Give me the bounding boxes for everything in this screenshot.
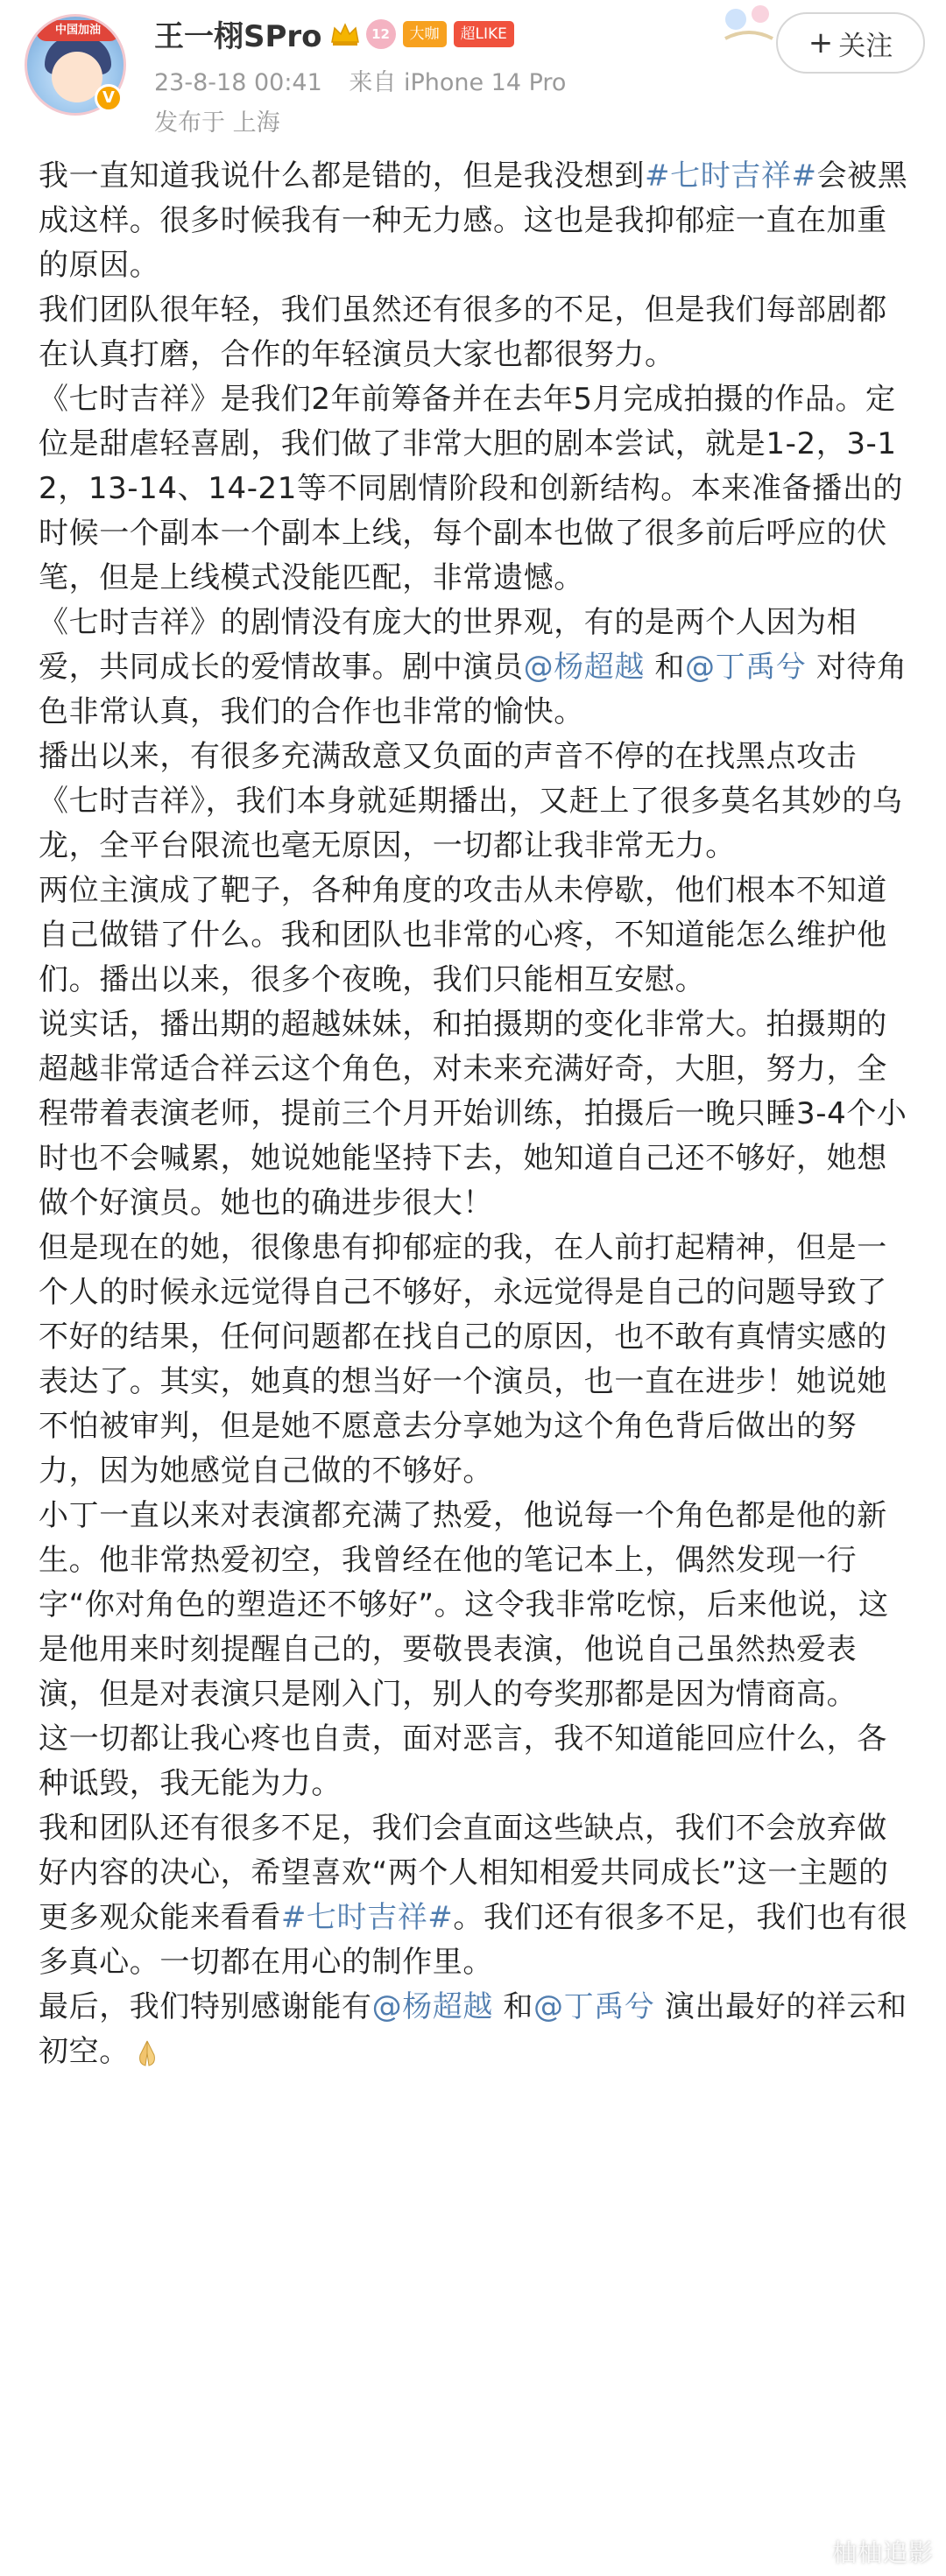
post-paragraph — [39, 1003, 914, 1226]
post-paragraph — [39, 1985, 914, 2074]
hashtag-link[interactable]: #七时吉祥# — [280, 1900, 454, 1935]
mention-link[interactable]: @杨超越 — [523, 650, 646, 685]
username[interactable]: 王一栩SPro — [154, 19, 322, 54]
paragraph-text: 两位主演成了靶子，各种角度的攻击从未停歇，他们根本不知道自己做错了什么。我和团队也非常的心疼，不知道能怎么维护他们。播出以来，很多个夜晚，我们只能相互安慰。 — [39, 873, 887, 997]
post-paragraph — [39, 288, 914, 377]
paragraph-text: 。我们还有很多不足，我们也有很多真心。一切都在用心的制作里。 — [39, 1900, 908, 1980]
paragraph-text: 小丁一直以来对表演都充满了热爱，他说每一个角色都是他的新生。他非常热爱初空，我曾经在他的笔记本上，偶然发现一行字“你对角色的塑造还不够好”。这令我非常吃惊，后来他说，这是他用来时刻提醒自己的，要敬畏表演，他说自己虽然热爱表演，但是对表演只是刚入门，别人的夸奖那都是因为情商高。 — [39, 1498, 889, 1712]
paragraph-text: 我一直知道我说什么都是错的，但是我没想到 — [39, 158, 645, 194]
decorative-sticker-icon — [718, 0, 780, 49]
post-paragraph — [39, 377, 914, 601]
vip-tag: 大咖 — [403, 21, 447, 47]
post-time: 23-8-18 00:41 — [154, 69, 322, 96]
pray-hands-icon — [130, 2038, 165, 2069]
paragraph-text: 说实话，播出期的超越妹妹，和拍摄期的变化非常大。拍摄期的超越非常适合祥云这个角色，对未来充满好奇，大胆，努力，全程带着表演老师，提前三个月开始训练，拍摄后一晚只睡3-4个小时也不会喊累，她说她能坚持下去，她知道自己还不够好，她想做个好演员。她也的确进步很大！ — [39, 1007, 907, 1221]
paragraph-text: 播出以来，有很多充满敌意又负面的声音不停的在找黑点攻击《七时吉祥》，我们本身就延期播出，又赶上了很多莫名其妙的乌龙，全平台限流也毫无原因，一切都让我非常无力。 — [39, 739, 903, 863]
post-paragraph — [39, 1226, 914, 1494]
mention-link[interactable]: @杨超越 — [371, 1989, 494, 2024]
level-badge: 12 — [366, 19, 396, 49]
post-paragraph — [39, 1494, 914, 1717]
verified-badge-icon: V — [95, 84, 123, 112]
avatar-banner: 中国加油 — [36, 20, 120, 41]
paragraph-text: 会被黑成这样。很多时候我有一种无力感。这也是我抑郁症一直在加重的原因。 — [39, 158, 908, 283]
paragraph-text: 最后，我们特别感谢能有 — [39, 1989, 372, 2024]
super-like-tag: 超LIKE — [454, 21, 514, 47]
paragraph-text: 和 — [493, 1989, 534, 2024]
post-paragraph — [39, 1806, 914, 1985]
post-paragraph — [39, 154, 914, 288]
paragraph-text: 我们团队很年轻，我们虽然还有很多的不足，但是我们每部剧都在认真打磨，合作的年轻演员大家也都很努力。 — [39, 292, 887, 372]
mention-link[interactable]: @丁禹兮 — [533, 1989, 655, 2024]
post-body — [39, 154, 914, 2074]
paragraph-text: 这一切都让我心疼也自责，面对恶言，我不知道能回应什么，各种诋毁，我无能为力。 — [39, 1721, 887, 1801]
post-source: 来自 iPhone 14 Pro — [349, 69, 567, 96]
paragraph-text: 对待角色非常认真，我们的合作也非常的愉快。 — [39, 650, 907, 729]
mention-link[interactable]: @丁禹兮 — [685, 650, 807, 685]
paragraph-text: 《七时吉祥》的剧情没有庞大的世界观，有的是两个人因为相爱，共同成长的爱情故事。剧中演员 — [39, 605, 858, 685]
name-row — [154, 12, 514, 55]
post-paragraph — [39, 869, 914, 1003]
post-paragraph — [39, 1717, 914, 1806]
paragraph-text: 但是现在的她，很像患有抑郁症的我，在人前打起精神，但是一个人的时候永远觉得自己不够好，永远觉得是自己的问题导致了不好的结果，任何问题都在找自己的原因，也不敢有真情实感的表达了。其实，她真的想当好一个演员，也一直在进步！她说她不怕被审判，但是她不愿意去分享她为这个角色背后做出的努力，因为她感觉自己做的不够好。 — [39, 1230, 887, 1489]
paragraph-text: 《七时吉祥》是我们2年前筹备并在去年5月完成拍摄的作品。定位是甜虐轻喜剧，我们做了非常大胆的剧本尝试，就是1-2，3-12，13-14、14-21等不同剧情阶段和创新结构。本来准备播出的时候一个副本一个副本上线，每个副本也做了很多前后呼应的伏笔，但是上线模式没能匹配，非常遗憾。 — [39, 382, 904, 595]
hashtag-link[interactable]: #七时吉祥# — [645, 158, 817, 194]
watermark: 柚柚追影 — [831, 2538, 934, 2567]
follow-button[interactable] — [776, 12, 925, 74]
paragraph-text: 和 — [645, 650, 686, 685]
plus-icon: + — [808, 25, 834, 60]
paragraph-text: 演出最好的祥云和初空。 — [39, 1989, 907, 2069]
crown-icon — [329, 21, 361, 47]
follow-label: 关注 — [838, 30, 893, 62]
paragraph-text: 我和团队还有很多不足，我们会直面这些缺点，我们不会放弃做好内容的决心，希望喜欢“两个人相知相爱共同成长”这一主题的更多观众能来看看 — [39, 1811, 889, 1935]
post-paragraph — [39, 601, 914, 735]
post-location: 发布于 上海 — [154, 109, 280, 137]
post-meta — [154, 63, 566, 97]
post-paragraph — [39, 735, 914, 869]
post-header — [0, 0, 946, 149]
